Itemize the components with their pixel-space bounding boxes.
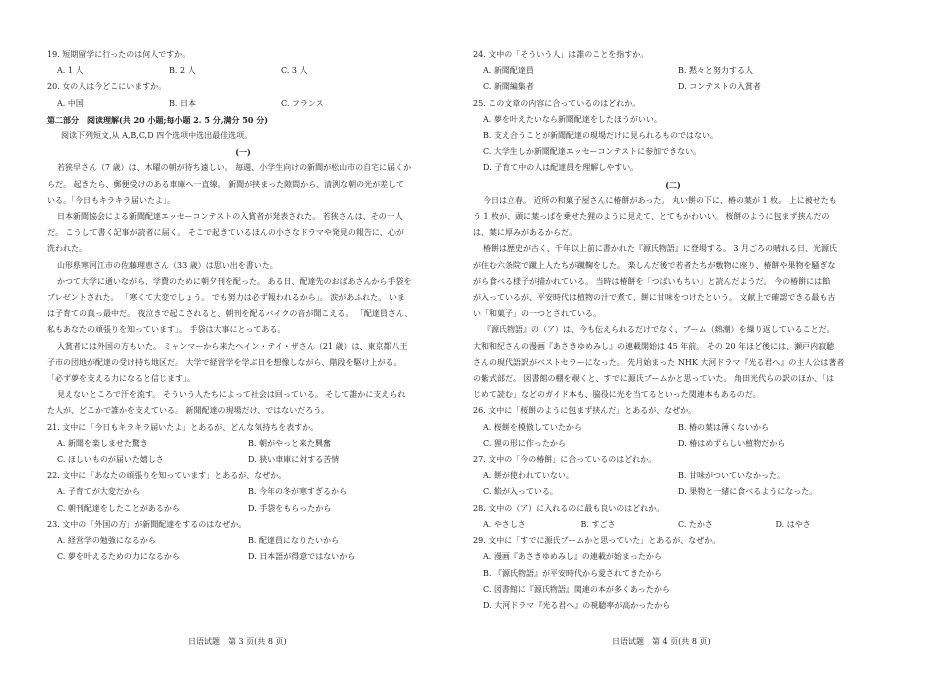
passage-2-title: (二) — [665, 179, 681, 190]
option-a: A. 餅が使われていない。 — [483, 471, 574, 481]
option-c: C. たかさ — [678, 519, 713, 529]
options-24-row2 — [473, 79, 873, 95]
option-a: A. 経営学の勉強になるから — [57, 536, 156, 546]
options-19 — [47, 63, 439, 79]
page-footer-right: 日语试题 第 4 页(共 8 页) — [612, 637, 711, 646]
option-d: D. 子育て中の人は配達員を理解しやすい。 — [483, 163, 639, 173]
passage-line: は子育ての真っ最中だ。 夜泣きで起こされると、朝刊を配るバイクの音が聞こえる。 「配達員さん、 — [47, 309, 413, 319]
passage-line: らだ。 起きたら、郵便受けのある車庫へ一直線。 新聞が挟まった隙間から、清洌な朝の光が差して — [47, 179, 405, 189]
question-27: 27. 文中の「今の椿餅」に合っているのはどれか。 — [473, 455, 657, 465]
option-a: A. 新聞配達員 — [483, 66, 534, 76]
options-21-row2 — [47, 452, 439, 468]
option-c: C. 夢を叶えるための力になるから — [57, 552, 180, 562]
option-a: A. 1 人 — [57, 66, 84, 76]
question-26: 26. 文中に「桜餅のように包まず挟んだ」とあるが、なぜか。 — [473, 406, 697, 416]
options-23-row2 — [47, 549, 439, 565]
option-c: C. 餡が入っている。 — [483, 487, 558, 497]
option-d: D. コンテストの入賞者 — [678, 82, 761, 92]
passage-1-title: (一) — [235, 147, 251, 158]
option-b: B. 2 人 — [169, 66, 196, 76]
option-c: C. フランス — [281, 98, 324, 108]
option-a: A. 子育てが大変だから — [57, 487, 140, 497]
passage-line: 子市の団地が配達の受け持ち地区だ。 大学で経営学を学ぶ日を想像しながら、階段を駆け上がる。 — [47, 357, 402, 367]
option-b: B. 甘味がついていなかった。 — [678, 471, 785, 481]
passage-line: 「必ず夢を支える力になると信じます」。 — [47, 374, 195, 384]
option-a: A. 漫画『あさきゆめみし』の連載が始まったから — [483, 552, 662, 562]
passage-line: じめて読む」などのガイド本も、脇役に光を当てるといった関連本もあるのだ。 — [473, 390, 761, 400]
options-28 — [473, 517, 873, 533]
question-22: 22. 文中に「あなたの頑張りを知っています」とあるが、なぜか。 — [47, 471, 287, 481]
options-27-row1 — [473, 468, 873, 484]
options-27-row2 — [473, 484, 873, 500]
passage-line: だ。 こうして書く記事が読者に届く。 そこで起きているほんの小さなドラマや発見の報告に、心が — [47, 228, 404, 238]
option-b: B. 『源氏物語』が平安時代から愛されてきたから — [483, 568, 662, 578]
passage-line: プレゼントされた。 「寒くて大変でしょう。 でも努力は必ず報われるから」。 涙があふれた。 いま — [47, 293, 405, 303]
option-d: D. 椿はめずらしい植物だから — [678, 438, 786, 448]
passage-line: う 1 枚が、頭に葉っぱを乗せた狸のように見えて、とてもかわいい。 桜餅のように包まず挟んだの — [473, 212, 830, 222]
question-29: 29. 文中に「すでに源氏ブームかと思っていた」とあるが、なぜか。 — [473, 536, 721, 546]
left-page — [47, 47, 439, 566]
passage-line: かつて大学に通いながら、学費のために朝夕刊を配った。 ある日、配達先のおばあさんから手袋を — [57, 276, 412, 286]
question-24: 24. 文中の「そういう人」は誰のことを指すか。 — [473, 50, 649, 59]
options-23-row1 — [47, 533, 439, 549]
passage-line: 洗われた。 — [47, 244, 87, 254]
question-21: 21. 文中に「今日もキラキラ届いたよ」とあるが、どんな気持ちを表すか。 — [47, 422, 319, 432]
option-c: C. 図書館に『源氏物語』関連の本が多くあったから — [483, 584, 670, 594]
question-20: 20. 女の人は今どこにいますか。 — [47, 82, 167, 92]
options-22-row1 — [47, 484, 439, 500]
passage-line: 椿餅は歴史が古く、千年以上前に書かれた『源氏物語』に登場する。 3 月ごろの晴れる日、光源氏 — [483, 244, 838, 254]
page-footer-left: 日语试题 第 3 页(共 8 页) — [188, 637, 287, 646]
passage-line: さんの現代語訳がベストセラーになった。 先月始まった NHK 大河ドラマ『光る君へ』の主人公は著者 — [473, 357, 845, 367]
question-25: 25. この文章の内容に合っているのはどれか。 — [473, 98, 641, 108]
options-26-row2 — [473, 436, 873, 452]
option-b: B. 今年の冬が寒すぎるから — [248, 487, 347, 497]
options-22-row2 — [47, 501, 439, 517]
options-20 — [47, 96, 439, 112]
passage-line: 私もあなたの頑張りを知っています」。 手袋は大事にとってある。 — [47, 325, 286, 335]
option-b: B. 支え合うことが新聞配達の現場だけに見られるものではない。 — [483, 131, 718, 141]
option-c: C. 新聞編集者 — [483, 82, 534, 92]
passage-line: 若狭早さん（7 歳）は、木曜の朝が待ち遠しい。 毎週、小学生向けの新聞が松山市の自宅に届くか — [57, 163, 412, 173]
option-c: C. 3 人 — [281, 66, 308, 76]
options-26-row1 — [473, 420, 873, 436]
question-23: 23. 文中の「外国の方」が新聞配達をするのはなぜか。 — [47, 519, 247, 529]
option-a: A. 夢を叶えたいなら新聞配達をしたほうがいい。 — [483, 114, 662, 124]
option-d: D. 大河ドラマ『光る君へ』の視聴率が高かったから — [483, 600, 671, 610]
option-a: A. 桜餅を模倣していたから — [483, 422, 582, 432]
passage-line: の紫式部だ。 図書館の棚を覗くと、すでに源氏ブームかと思っていた。 角田光代らの訳のほか、「は — [473, 374, 835, 384]
right-page — [473, 47, 873, 614]
section-heading: 第二部分 阅读理解(共 20 小题;每小题 2. 5 分,满分 50 分) — [47, 114, 268, 125]
option-b: B. 椿の葉は薄くないから — [678, 422, 769, 432]
passage-line: 今日は立春。 近所の和菓子屋さんに椿餅があった。 丸い餅の下に、椿の葉が 1 枚。 上に被せたも — [483, 195, 837, 205]
passage-line: 山形県寒河江市の佐藤理恵さん（33 歳）は思い出を書いた。 — [57, 260, 278, 270]
passage-line: 日本新聞協会による新聞配達エッセーコンテストの入賞者が発表された。 若狭さんは、その一人 — [57, 212, 403, 222]
passage-line: い「和菓子」の一つとされている。 — [473, 309, 601, 319]
passage-line: た人が、どこかで誰かを支えている。 新聞配達の現場だけ、ではないだろう。 — [47, 406, 330, 416]
option-c: C. 狸の形に作ったから — [483, 438, 566, 448]
instruction: 阅读下列短文,从 A,B,C,D 四个选项中选出最佳选项。 — [61, 131, 253, 141]
passage-line: がら食べる様子が描かれている。 当時は椿餅を「つばいもちい」と読んだようだ。 今の椿餅には餡 — [473, 276, 831, 286]
passage-line: が住む六条院で蹴上人たちが蹴鞠をした。 楽しんだ後で若者たちが敷物に座り、椿餅や果物を騒ぎな — [473, 260, 836, 270]
option-b: B. 配達員になりたいから — [248, 536, 339, 546]
option-d: D. 手袋をもらったから — [248, 503, 332, 513]
question-19: 19. 短期留学に行ったのは何人ですか。 — [47, 50, 191, 59]
option-c: C. ほしいものが届いた嬉しさ — [57, 455, 164, 465]
passage-line: いる。「今日もキラキラ届いたよ」。 — [47, 195, 175, 205]
passage-line: 『源氏物語』の（ア）は、今も伝えられるだけでなく、ブーム（熱潮）を繰り返していることだ。 — [483, 325, 835, 335]
option-b: B. 朝がやっと来た興奮 — [248, 438, 331, 448]
options-24-row1 — [473, 63, 873, 79]
passage-line: 大和和紀さんの漫画『あさきゆめみし』の連載開始は 45 年前。 その 20 年ほど後には、瀬戸内寂聴 — [473, 341, 835, 351]
option-d: D. 狭い車庫に対する苦情 — [248, 455, 340, 465]
passage-line: が入っているが、平安時代は植物の汁で煮て、餅に甘味をつけたという。 文献上で確認できる最も古 — [473, 293, 836, 303]
option-c: C. 朝刊配達をしたことがあるから — [57, 503, 180, 513]
option-b: B. 黙々と努力する人 — [678, 66, 753, 76]
option-a: A. やさしさ — [483, 519, 526, 529]
option-a: A. 新聞を楽しませた驚き — [57, 438, 148, 448]
option-d: D. 果物と一緒に食べるようになった。 — [678, 487, 818, 497]
passage-line: 見えないところで汗を流す。 そういう人たちによって社会は回っている。 そして誰かに支えられ — [57, 390, 406, 400]
passage-line: は、葉に厚みがあるからだ。 — [473, 228, 577, 238]
option-d: D. はやさ — [775, 519, 811, 529]
option-b: B. すごさ — [580, 519, 616, 529]
question-28: 28. 文中の（ア）に入れるのに最も良いのはどれか。 — [473, 503, 665, 513]
option-b: B. 日本 — [169, 98, 196, 108]
option-d: D. 日本語が得意ではないから — [248, 552, 356, 562]
option-a: A. 中国 — [57, 98, 84, 108]
options-21-row1 — [47, 436, 439, 452]
passage-line: 入賞者には外国の方もいた。 ミャンマーから来たヘイン・テイ・ザさん（21 歳）は、東京都八王 — [57, 341, 408, 351]
option-c: C. 大学生しか新聞配達エッセーコンテストに参加できない。 — [483, 147, 702, 157]
